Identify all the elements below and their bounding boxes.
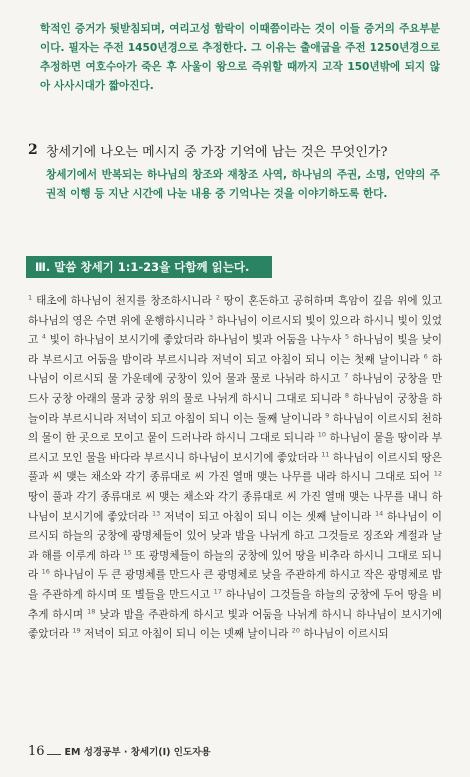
verse-text: 땅이 풀과 각기 종류대로 씨 맺는 채소와 각기 종류대로 씨 가진 열매 맺는 나무를 내니 하나님이 보시기에 좋았더라 xyxy=(28,490,442,523)
verse-number: 9 xyxy=(325,411,330,420)
footer-title: EM 성경공부 · 창세기(I) 인도자용 xyxy=(64,747,211,758)
verse-text: 하나님이 이르시되 물 가운데에 궁창이 있어 물과 물로 나뉘라 하시고 xyxy=(28,353,442,386)
verse-text: 저녁이 되고 아침이 되니 이는 셋째 날이니라 xyxy=(160,510,375,523)
verse-text: 낮과 밤을 주관하게 하시고 빛과 어둠을 나뉘게 하시니 하나님이 보시기에 좋았더라 xyxy=(28,608,442,641)
verse-text: 하나님이 이르시되 xyxy=(300,628,389,641)
verse-text: 하나님이 궁창을 하늘이라 부르시니라 저녁이 되고 아침이 되니 이는 둘째 날이니라 xyxy=(28,392,442,425)
verse-number: 14 xyxy=(374,509,384,517)
footer-rule xyxy=(47,754,61,755)
verse-number: 7 xyxy=(344,371,349,380)
verse-number: 19 xyxy=(72,626,81,635)
verse-number: 13 xyxy=(152,509,161,517)
verse-number: 5 xyxy=(345,332,350,341)
verse-text: 하나님이 그것들을 하늘의 궁창에 두어 땅을 비추게 하시며 xyxy=(28,588,442,621)
verse xyxy=(152,511,375,523)
intro-paragraph: 학적인 증거가 뒷받침되며, 여리고성 함락이 이때쯤이라는 것이 이들 증거의 주요부분이다. 필자는 주전 1450년경으로 추정한다. 그 이유는 출애굽을 주전 1250년경으로 추정하면 여호수아가 죽은 후 사울이 왕으로 즉위할 때까지 고작 150년밖에 되지 않아 사사시대가 짧아진다. xyxy=(40,23,440,92)
verse-number: 12 xyxy=(433,469,442,478)
verse-number: 6 xyxy=(423,352,428,361)
verse-text: 하나님이 뭍을 땅이라 부르시고 모인 물을 바다라 부르시니 하나님이 보시기에 좋았더라 xyxy=(28,432,442,464)
verse-text: 빛이 하나님이 보시기에 좋았더라 하나님이 빛과 어둠을 나누사 xyxy=(46,334,345,347)
verse-number: 17 xyxy=(213,587,222,596)
verse-text: 하나님이 이르시되 천하의 물이 한 곳으로 모이고 뭍이 드러나라 하시니 그대로 되니라 xyxy=(28,412,442,445)
verse-text: 또 광명체들이 하늘의 궁창에 있어 땅을 비추라 하시니 그대로 되니라 xyxy=(28,549,442,582)
verse-number: 18 xyxy=(87,606,96,615)
verse xyxy=(292,628,389,640)
verse-number: 10 xyxy=(317,430,327,439)
verse-number: 11 xyxy=(321,450,330,459)
page-footer xyxy=(28,744,211,760)
verse-number: 2 xyxy=(215,293,220,302)
scripture-passage xyxy=(28,292,442,645)
verse-number: 15 xyxy=(123,548,132,557)
verse-number: 1 xyxy=(28,293,33,302)
verse-text: 하나님이 이르시되 하늘의 궁창에 광명체들이 있어 낮과 밤을 나뉘게 하고 그것들로 징조와 계절과 날과 해를 이루게 하라 xyxy=(28,510,442,562)
page-number: 16 xyxy=(28,744,45,759)
verse-text: 저녁이 되고 아침이 되니 이는 넷째 날이니라 xyxy=(80,628,292,641)
section-banner: Ⅲ. 말씀 창세기 1:1-23을 다함께 읽는다. xyxy=(26,256,272,278)
verse-text: 하나님이 빛을 낮이라 부르시고 어둠을 밤이라 부르시니라 저녁이 되고 아침이 되니 이는 첫째 날이니라 xyxy=(28,334,442,366)
verse-text: 하나님이 이르시되 땅은 풀과 씨 맺는 채소와 각기 종류대로 씨 가진 열매 맺는 나무를 내라 하시니 그대로 되어 xyxy=(28,451,442,484)
verse-number: 8 xyxy=(344,391,350,400)
verse-text: 하나님이 궁창을 만드사 궁창 아래의 물과 궁창 위의 물로 나뉘게 하시니 그대로 되니라 xyxy=(28,373,442,405)
verse xyxy=(42,334,345,346)
verse-text: 태초에 하나님이 천지를 창조하시니라 xyxy=(32,295,216,307)
verse xyxy=(72,628,291,640)
verse-text: 땅이 혼돈하고 공허하며 흑암이 깊음 위에 있고 하나님의 영은 수면 위에 운행하시니라 xyxy=(28,295,442,327)
verse-number: 16 xyxy=(41,567,50,576)
verse-number: 4 xyxy=(41,332,47,341)
question-number: 2 xyxy=(28,142,38,158)
verse-text: 하나님이 두 큰 광명체를 만드사 큰 광명체로 낮을 주관하게 하시고 작은 광명체로 밤을 주관하게 하시며 또 별들을 만드시고 xyxy=(28,569,442,601)
verse xyxy=(28,295,216,307)
question-title: 창세기에 나오는 메시지 중 가장 기억에 남는 것은 무엇인가? xyxy=(46,145,388,160)
verse-text: 하나님이 이르시되 빛이 있으라 하시니 빛이 있었고 xyxy=(28,314,442,347)
question-guidance: 창세기에서 반복되는 하나님의 창조와 재창조 사역, 하나님의 주권, 소명, 언약의 주권적 이행 등 지난 시간에 나눈 내용 중 기억나는 것을 이야기하도록 한다. xyxy=(46,169,440,200)
verse-number: 20 xyxy=(291,626,301,635)
verse-number: 3 xyxy=(209,313,214,322)
